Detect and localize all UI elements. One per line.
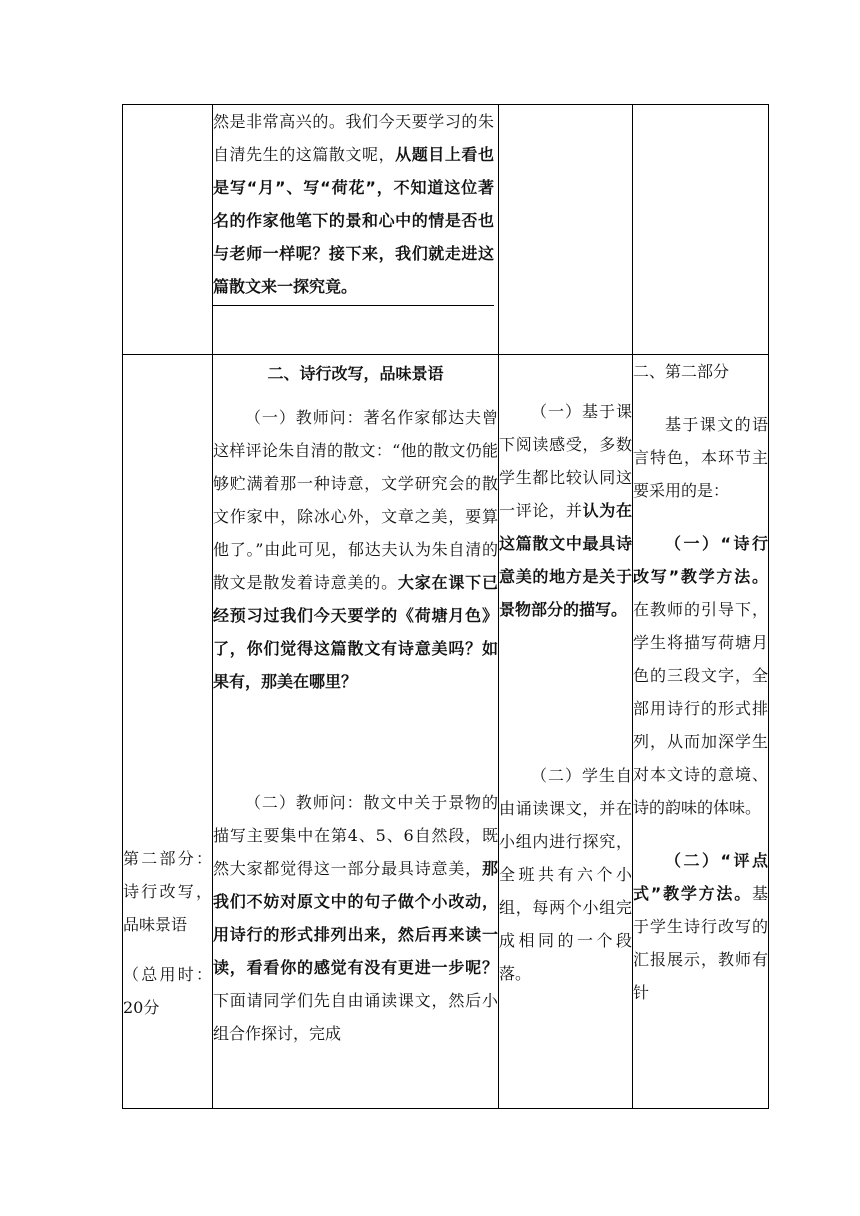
table-row [123, 355, 769, 1109]
design-intent-cell [633, 105, 769, 355]
method-1 [633, 527, 768, 824]
method-1-title: （一）“诗行改写”教学方法。 [633, 534, 768, 586]
method-2-text: 基于学生诗行改写的汇报展示，教师有针 [633, 884, 768, 1002]
design-heading: 二、第二部分 [633, 362, 730, 381]
question-1-text: （一）教师问：著名作家郁达夫曾这样评论朱自清的散文：“他的散文仍能够贮满着那一种诗意，文学研究会的散文作家中，除冰心外，文章之美，要算他了。”由此可见，郁达夫认为朱自清的散文是散发着诗意美的。 [213, 408, 498, 592]
stage-cell [123, 105, 213, 355]
method-2-title: （二）“评点式”教学方法。 [633, 851, 768, 903]
stage-label: 第二部分：诗行改写，品味景语 [123, 849, 212, 934]
student-activity-cell [499, 355, 633, 1109]
question-2-text-continued: 下面请同学们先自由诵读课文，然后小组合作探讨，完成 [213, 991, 498, 1043]
teacher-activity-cell [213, 105, 499, 355]
method-1-text: 在教师的引导下，学生将描写荷塘月色的三段文字，全部用诗行的形式排列，从而加深学生对本文诗的意境、诗的韵味的体味。 [633, 600, 768, 817]
question-2-text: （二）教师问：散文中关于景物的描写主要集中在第4、5、6自然段，既然大家都觉得这一部分最具诗意美， [213, 793, 498, 878]
response-1-bold-text: 认为在这篇散文中最具诗意美的地方是关于景物部分的描写。 [499, 501, 632, 619]
student-response-1 [499, 395, 632, 626]
lesson-plan-table [122, 104, 769, 1109]
intro-bold-text: 从题目上看也是写“月”、写“荷花”，不知道这位著名的作家他笔下的景和心中的情是否也与老师一样呢？接下来，我们就走进这篇散文来一探究竟。 [213, 145, 494, 296]
question-1-bold-text: 大家在课下已经预习过我们今天要学的《荷塘月色》了，你们觉得这篇散文有诗意美吗？如果有，那美在哪里？ [213, 573, 498, 691]
stage-time: （总用时：20分 [123, 965, 212, 1017]
teacher-question-1 [213, 401, 498, 698]
teacher-activity-cell [213, 355, 499, 1109]
intro-text: 然是非常高兴的。我们今天要学习的朱自清先生的这篇散文呢， [213, 112, 494, 164]
student-response-2: （二）学生自由诵读课文，并在小组内进行探究，全班共有六个小组，每两个小组完成相同的一个段落。 [499, 766, 632, 983]
design-intro: 基于课文的语言特色，本环节主要采用的是： [633, 415, 768, 500]
design-intent-cell [633, 355, 769, 1109]
question-2-bold-text: 那我们不妨对原文中的句子做个小改动，用诗行的形式排列出来，然后再来读一读，看看你的感觉有没有更进一步呢？ [213, 859, 498, 977]
student-activity-cell [499, 105, 633, 355]
response-1-text: （一）基于课下阅读感受，多数学生都比较认同这一评论，并 [499, 402, 632, 520]
method-2 [633, 844, 768, 1009]
intro-paragraph [213, 105, 494, 306]
stage-cell [123, 355, 213, 1109]
section-heading: 二、诗行改写，品味景语 [267, 364, 444, 383]
table-row [123, 105, 769, 355]
teacher-question-2 [213, 786, 498, 1050]
